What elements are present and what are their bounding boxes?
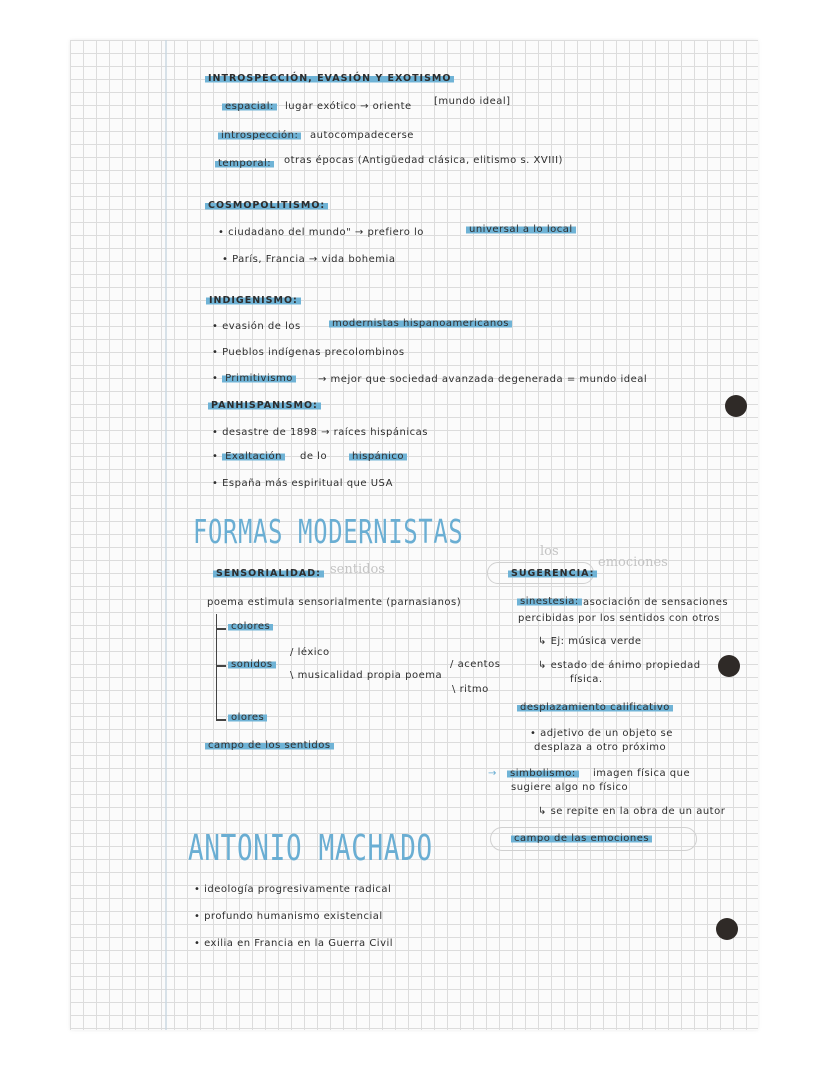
label-espacial: espacial: [222, 101, 277, 112]
bracket-tick [216, 719, 226, 721]
label-desplazamiento: desplazamiento calificativo [517, 702, 673, 713]
ghost-sentidos: sentidos [330, 562, 385, 577]
bullet-panh-2b: de lo [300, 451, 328, 462]
title-antonio-machado: ANTONIO MACHADO [188, 828, 433, 869]
label-introspeccion: introspección: [218, 130, 301, 141]
heading-indigenismo: INDIGENISMO: [206, 295, 301, 306]
label-olores: olores [228, 712, 267, 723]
bullet-machado-1: • ideología progresivamente radical [194, 884, 392, 895]
bullet-cosmo-2: • París, Francia → vida bohemia [222, 254, 396, 265]
bullet-indig-3b: → mejor que sociedad avanzada degenerada = mundo ideal [318, 374, 648, 385]
label-simbolismo: simbolismo: [507, 768, 579, 779]
label-sinestesia: sinestesia: [517, 596, 582, 607]
bracket-line [216, 614, 217, 720]
text-repite: ↳ se repite en la obra de un autor [538, 806, 726, 817]
ghost-los: los [540, 544, 559, 559]
label-sonidos: sonidos [228, 659, 276, 670]
bracket-tick [216, 628, 226, 630]
text-ritmo: \ ritmo [452, 684, 489, 695]
text-estado-2: física. [570, 674, 603, 685]
title-formas-modernistas: FORMAS MODERNISTAS [193, 512, 464, 551]
text-temporal: otras épocas (Antigüedad clásica, elitismo s. XVIII) [284, 155, 563, 166]
text-sinestesia-2: percibidas por los sentidos con otros [518, 613, 720, 624]
heading-panhispanismo: PANHISPANISMO: [208, 400, 321, 411]
text-sinestesia-1: asociación de sensaciones [583, 597, 729, 608]
heading-introspeccion: INTROSPECCIÓN, EVASIÓN Y EXOTISMO [205, 73, 454, 84]
bullet-panh-2c: hispánico [349, 451, 407, 462]
bullet-machado-3: • exilia en Francia en la Guerra Civil [194, 938, 394, 949]
heading-sugerencia: SUGERENCIA: [508, 568, 597, 579]
text-poema: poema estimula sensorialmente (parnasianos) [207, 597, 462, 608]
bullet-indig-1b: modernistas hispanoamericanos [329, 318, 512, 329]
ghost-emociones: emociones [598, 555, 668, 570]
punch-hole [725, 395, 747, 417]
label-colores: colores [228, 621, 273, 632]
text-simbolismo-1: imagen física que [593, 768, 691, 779]
bullet-indig-1a: • evasión de los [212, 321, 301, 332]
bullet-indig-2: • Pueblos indígenas precolombinos [212, 347, 405, 358]
text-simbolismo-2: sugiere algo no físico [511, 782, 629, 793]
text-adjetivo-2: desplaza a otro próximo [534, 742, 667, 753]
bullet-indig-3a: • Primitivismo [212, 373, 296, 384]
bullet-panh-1: • desastre de 1898 → raíces hispánicas [212, 427, 428, 438]
heading-cosmopolitismo: COSMOPOLITISMO: [205, 200, 328, 211]
label-campo-sentidos: campo de los sentidos [205, 740, 334, 751]
text-musicalidad: \ musicalidad propia poema [290, 670, 443, 681]
text-espacial: lugar exótico → oriente [285, 101, 412, 112]
arrow-icon: → [488, 768, 497, 779]
heading-sensorialidad: SENSORIALIDAD: [213, 568, 324, 579]
text-adjetivo-1: • adjetivo de un objeto se [530, 728, 673, 739]
margin-line [165, 40, 167, 1030]
text-lexico: / léxico [290, 647, 330, 658]
bullet-cosmo-1a: • ciudadano del mundo" → prefiero lo [218, 227, 424, 238]
text-ejemplo: ↳ Ej: música verde [538, 636, 642, 647]
punch-hole [718, 655, 740, 677]
label-temporal: temporal: [215, 158, 274, 169]
text-introspeccion: autocompadecerse [310, 130, 414, 141]
note-mundo-ideal: [mundo ideal] [434, 96, 511, 107]
punch-hole [716, 918, 738, 940]
bullet-panh-3: • España más espiritual que USA [212, 478, 393, 489]
bracket-tick [216, 665, 226, 667]
bullet-panh-2a: • Exaltación [212, 451, 285, 462]
text-estado-1: ↳ estado de ánimo propiedad [538, 660, 701, 671]
bullet-cosmo-1b: universal a lo local [466, 224, 576, 235]
label-campo-emociones: campo de las emociones [511, 833, 652, 844]
bullet-machado-2: • profundo humanismo existencial [194, 911, 383, 922]
text-acentos: / acentos [450, 659, 501, 670]
